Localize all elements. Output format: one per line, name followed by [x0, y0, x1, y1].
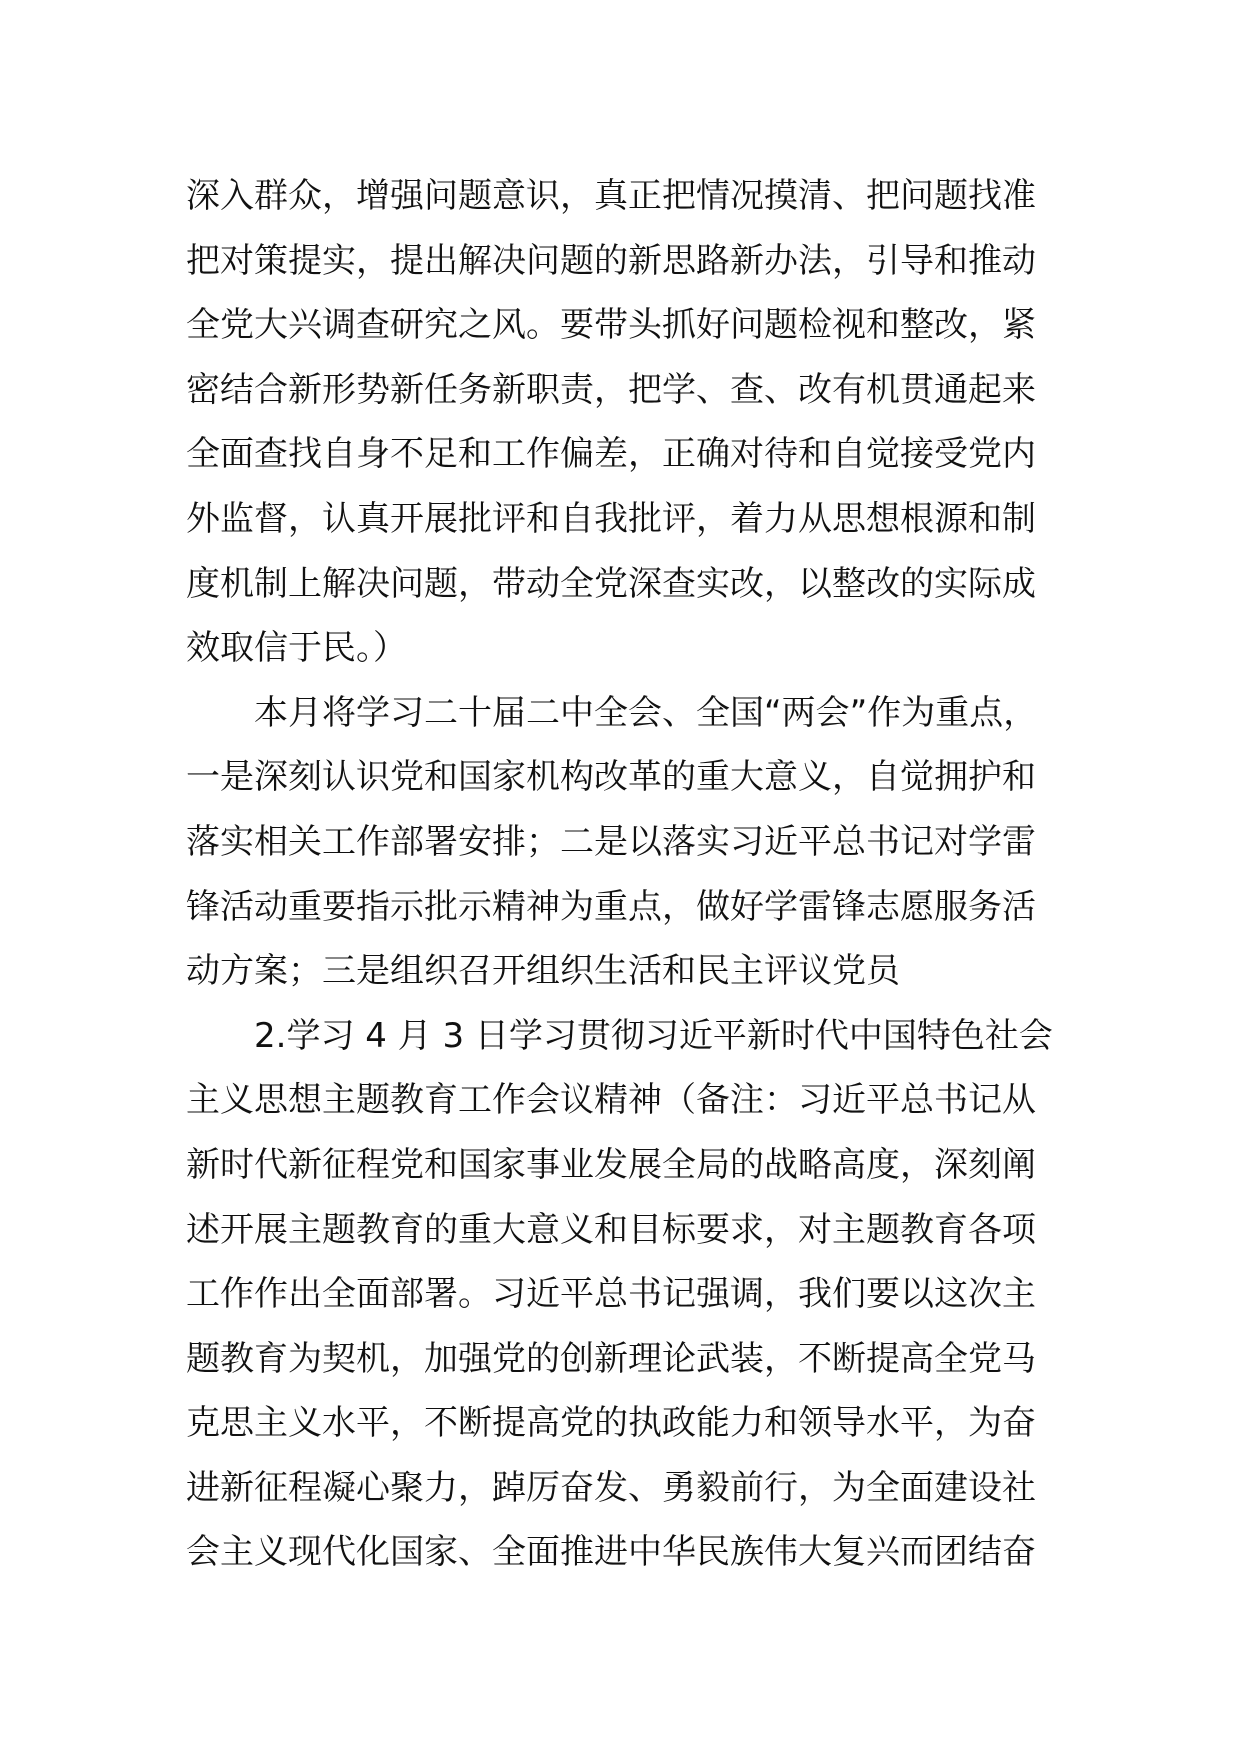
text-line: 工作作出全面部署。习近平总书记强调，我们要以这次主: [186, 1274, 1036, 1315]
text-line: 2.学习 4 月 3 日学习贯彻习近平新时代中国特色社会: [254, 1015, 1053, 1056]
document-body: [186, 164, 1066, 1585]
text-line: 全党大兴调查研究之风。要带头抓好问题检视和整改，紧: [186, 305, 1036, 346]
text-line: 落实相关工作部署安排；二是以落实习近平总书记对学雷: [186, 821, 1036, 862]
text-line: 本月将学习二十届二中全会、全国“两会”作为重点，: [254, 692, 1038, 733]
text-line: 进新征程凝心聚力，踔厉奋发、勇毅前行，为全面建设社: [186, 1467, 1036, 1508]
text-line: 主义思想主题教育工作会议精神（备注：习近平总书记从: [186, 1080, 1036, 1121]
text-line: 深入群众，增强问题意识，真正把情况摸清、把问题找准: [186, 176, 1036, 216]
text-line: 题教育为契机，加强党的创新理论武装，不断提高全党马: [186, 1338, 1036, 1379]
text-line: 全面查找自身不足和工作偏差，正确对待和自觉接受党内: [186, 434, 1036, 475]
text-line: 锋活动重要指示批示精神为重点，做好学雷锋志愿服务活: [186, 886, 1036, 927]
text-line: 度机制上解决问题，带动全党深查实改，以整改的实际成: [186, 563, 1036, 604]
text-line: 述开展主题教育的重大意义和目标要求，对主题教育各项: [186, 1209, 1036, 1250]
text-line: 效取信于民。）: [186, 628, 407, 669]
text-line: 动方案；三是组织召开组织生活和民主评议党员: [186, 951, 900, 992]
text-line: 外监督，认真开展批评和自我批评，着力从思想根源和制: [186, 498, 1036, 539]
text-line: 会主义现代化国家、全面推进中华民族伟大复兴而团结奋: [186, 1532, 1036, 1573]
text-line: 密结合新形势新任务新职责，把学、查、改有机贯通起来: [186, 369, 1036, 410]
text-line: 一是深刻认识党和国家机构改革的重大意义，自觉拥护和: [186, 757, 1036, 798]
text-line: 把对策提实，提出解决问题的新思路新办法，引导和推动: [186, 240, 1036, 281]
text-line: 新时代新征程党和国家事业发展全局的战略高度，深刻阐: [186, 1144, 1036, 1185]
text-line: 克思主义水平，不断提高党的执政能力和领导水平，为奋: [186, 1403, 1036, 1444]
